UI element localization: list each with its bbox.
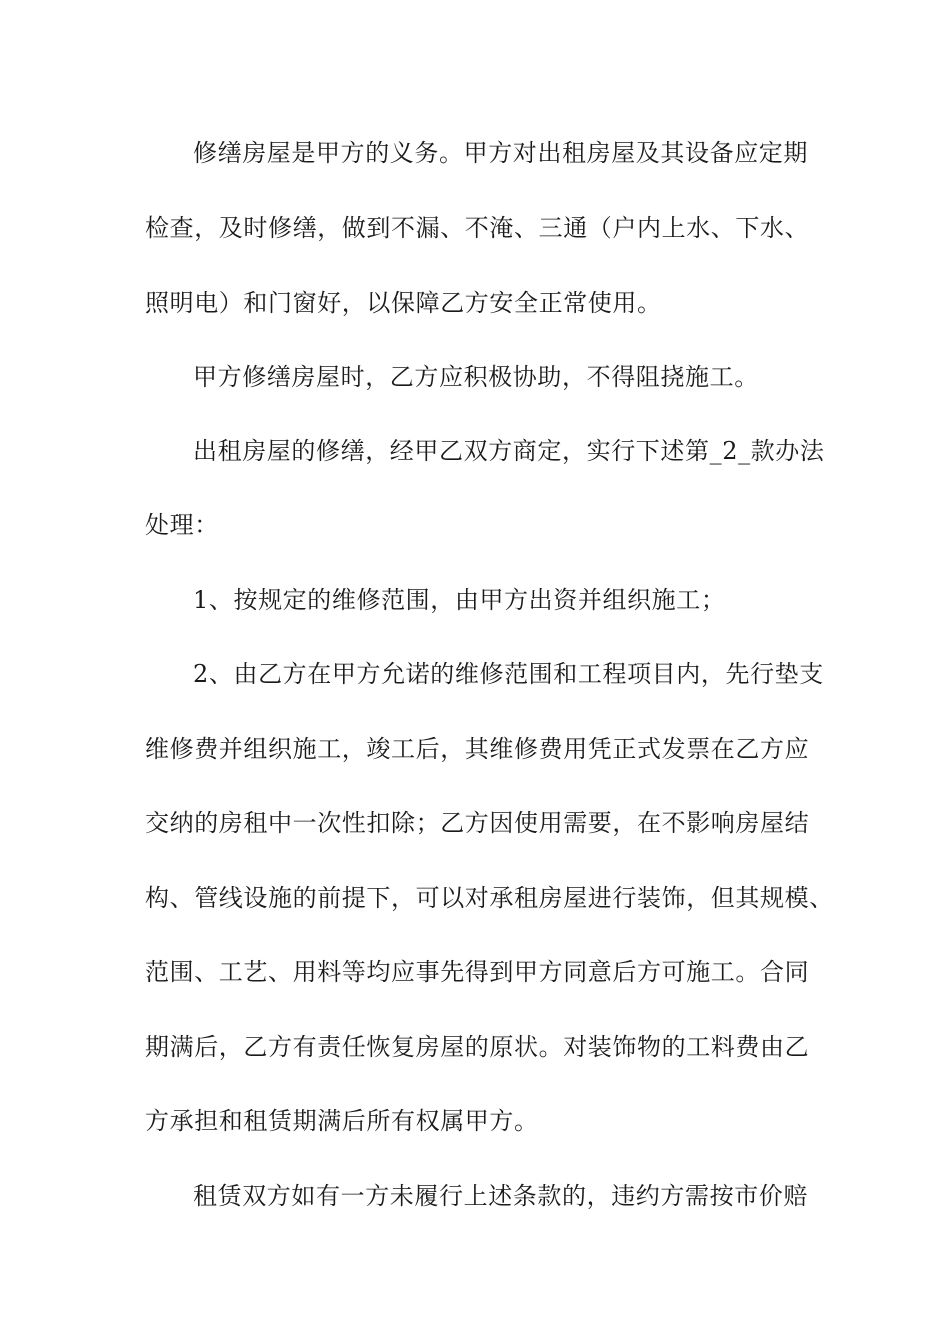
paragraph-line: 出租房屋的修缮，经甲乙双方商定，实行下述第_2_款办法 xyxy=(193,437,825,465)
paragraph-line: 构、管线设施的前提下，可以对承租房屋进行装饰，但其规模、 xyxy=(145,884,834,912)
paragraph-line: 租赁双方如有一方未履行上述条款的，违约方需按市价赔 xyxy=(193,1182,808,1210)
paragraph-line: 交纳的房租中一次性扣除；乙方因使用需要，在不影响房屋结 xyxy=(145,809,810,837)
paragraph-line: 处理： xyxy=(145,511,219,539)
paragraph-line: 甲方修缮房屋时，乙方应积极协助，不得阻挠施工。 xyxy=(193,363,759,391)
paragraph-line: 照明电）和门窗好，以保障乙方安全正常使用。 xyxy=(145,289,662,317)
paragraph-line: 修缮房屋是甲方的义务。甲方对出租房屋及其设备应定期 xyxy=(193,139,808,167)
list-item-line: 2、由乙方在甲方允诺的维修范围和工程项目内，先行垫支 xyxy=(193,660,824,688)
paragraph-line: 期满后，乙方有责任恢复房屋的原状。对装饰物的工料费由乙 xyxy=(145,1033,810,1061)
paragraph-line: 方承担和租赁期满后所有权属甲方。 xyxy=(145,1107,539,1135)
paragraph-line: 范围、工艺、用料等均应事先得到甲方同意后方可施工。合同 xyxy=(145,958,810,986)
paragraph-line: 维修费并组织施工，竣工后，其维修费用凭正式发票在乙方应 xyxy=(145,735,810,763)
paragraph-line: 检查，及时修缮，做到不漏、不淹、三通（户内上水、下水、 xyxy=(145,214,810,242)
list-item-line: 1、按规定的维修范围，由甲方出资并组织施工； xyxy=(193,586,726,614)
